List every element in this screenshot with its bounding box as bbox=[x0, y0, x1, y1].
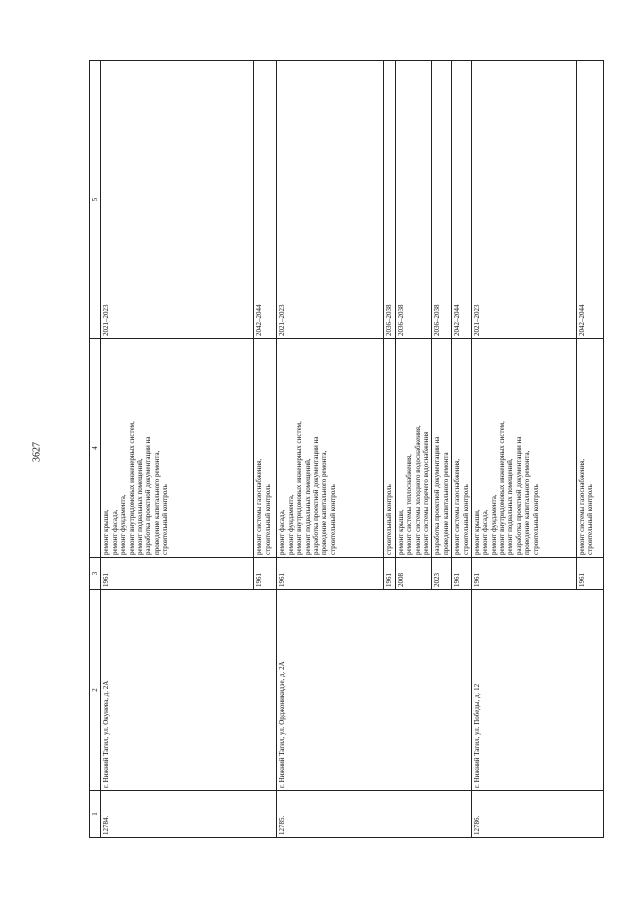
repair-schedule-table bbox=[89, 60, 604, 838]
page-number: 3627 bbox=[31, 442, 43, 462]
build-year: 1961 bbox=[254, 558, 277, 590]
build-year: 1961 bbox=[384, 558, 395, 590]
record-number: 12785. bbox=[277, 791, 472, 838]
record-number: 12784. bbox=[101, 791, 277, 838]
table-row bbox=[101, 61, 254, 838]
header-col-3: 3 bbox=[90, 558, 101, 590]
work-list: разработка проектной документации на проведение капитального ремонта bbox=[432, 339, 452, 558]
build-year: 1961 bbox=[452, 558, 472, 590]
header-col-1: 1 bbox=[90, 791, 101, 838]
work-period: 2042–2044 bbox=[576, 61, 603, 339]
record-number: 12786. bbox=[471, 791, 603, 838]
work-period: 2021–2023 bbox=[277, 61, 384, 339]
work-period: 2042–2044 bbox=[254, 61, 277, 339]
work-list: ремонт крыши, ремонт системы теплоснабжения, ремонт системы холодного водоснабжения, ремонт системы горячего водоснабжения bbox=[395, 339, 432, 558]
work-list: ремонт системы газоснабжения, строительный контроль bbox=[452, 339, 472, 558]
build-year: 1961 bbox=[576, 558, 603, 590]
work-period: 2021–2023 bbox=[471, 61, 576, 339]
work-period: 2042–2044 bbox=[452, 61, 472, 339]
work-list: строительный контроль bbox=[384, 339, 395, 558]
table-container bbox=[89, 86, 595, 838]
header-row bbox=[90, 61, 101, 838]
build-year: 1961 bbox=[471, 558, 576, 590]
work-list: ремонт системы газоснабжения, строительный контроль bbox=[254, 339, 277, 558]
work-period: 2021–2023 bbox=[101, 61, 254, 339]
build-year: 2008 bbox=[395, 558, 432, 590]
build-year: 1961 bbox=[277, 558, 384, 590]
build-year: 2023 bbox=[432, 558, 452, 590]
header-col-5: 5 bbox=[90, 61, 101, 339]
work-list: ремонт фасада, ремонт фундамента, ремонт внутридомовых инженерных систем, ремонт подвальных помещений, разработка проектной документации на проведение капитального ремонта, строительный контроль bbox=[277, 339, 384, 558]
record-address: г. Нижний Тагил, ул. Победы, д. 12 bbox=[471, 590, 603, 791]
work-period: 2036–2038 bbox=[395, 61, 432, 339]
table-rotated bbox=[89, 86, 595, 838]
record-address: г. Нижний Тагил, ул. Окунева, д. 2А bbox=[101, 590, 277, 791]
record-address: г. Нижний Тагил, ул. Орджоникидзе, д. 2А bbox=[277, 590, 472, 791]
work-period: 2036–2038 bbox=[384, 61, 395, 339]
work-list: ремонт системы газоснабжения, строительный контроль bbox=[576, 339, 603, 558]
work-list: ремонт крыши, ремонт фасада, ремонт фундамента, ремонт внутридомовых инженерных систем, ремонт подвальных помещений, разработка проектной документации на проведение капитального ремонта, строительный контроль bbox=[471, 339, 576, 558]
header-col-4: 4 bbox=[90, 339, 101, 558]
work-period: 2036–2038 bbox=[432, 61, 452, 339]
header-col-2: 2 bbox=[90, 590, 101, 791]
build-year: 1961 bbox=[101, 558, 254, 590]
table-row bbox=[277, 61, 384, 838]
table-row bbox=[471, 61, 576, 838]
work-list: ремонт крыши, ремонт фасада, ремонт фундамента, ремонт внутридомовых инженерных систем, ремонт подвальных помещений, разработка проектной документации на проведение капитального ремонта, строительный контроль bbox=[101, 339, 254, 558]
